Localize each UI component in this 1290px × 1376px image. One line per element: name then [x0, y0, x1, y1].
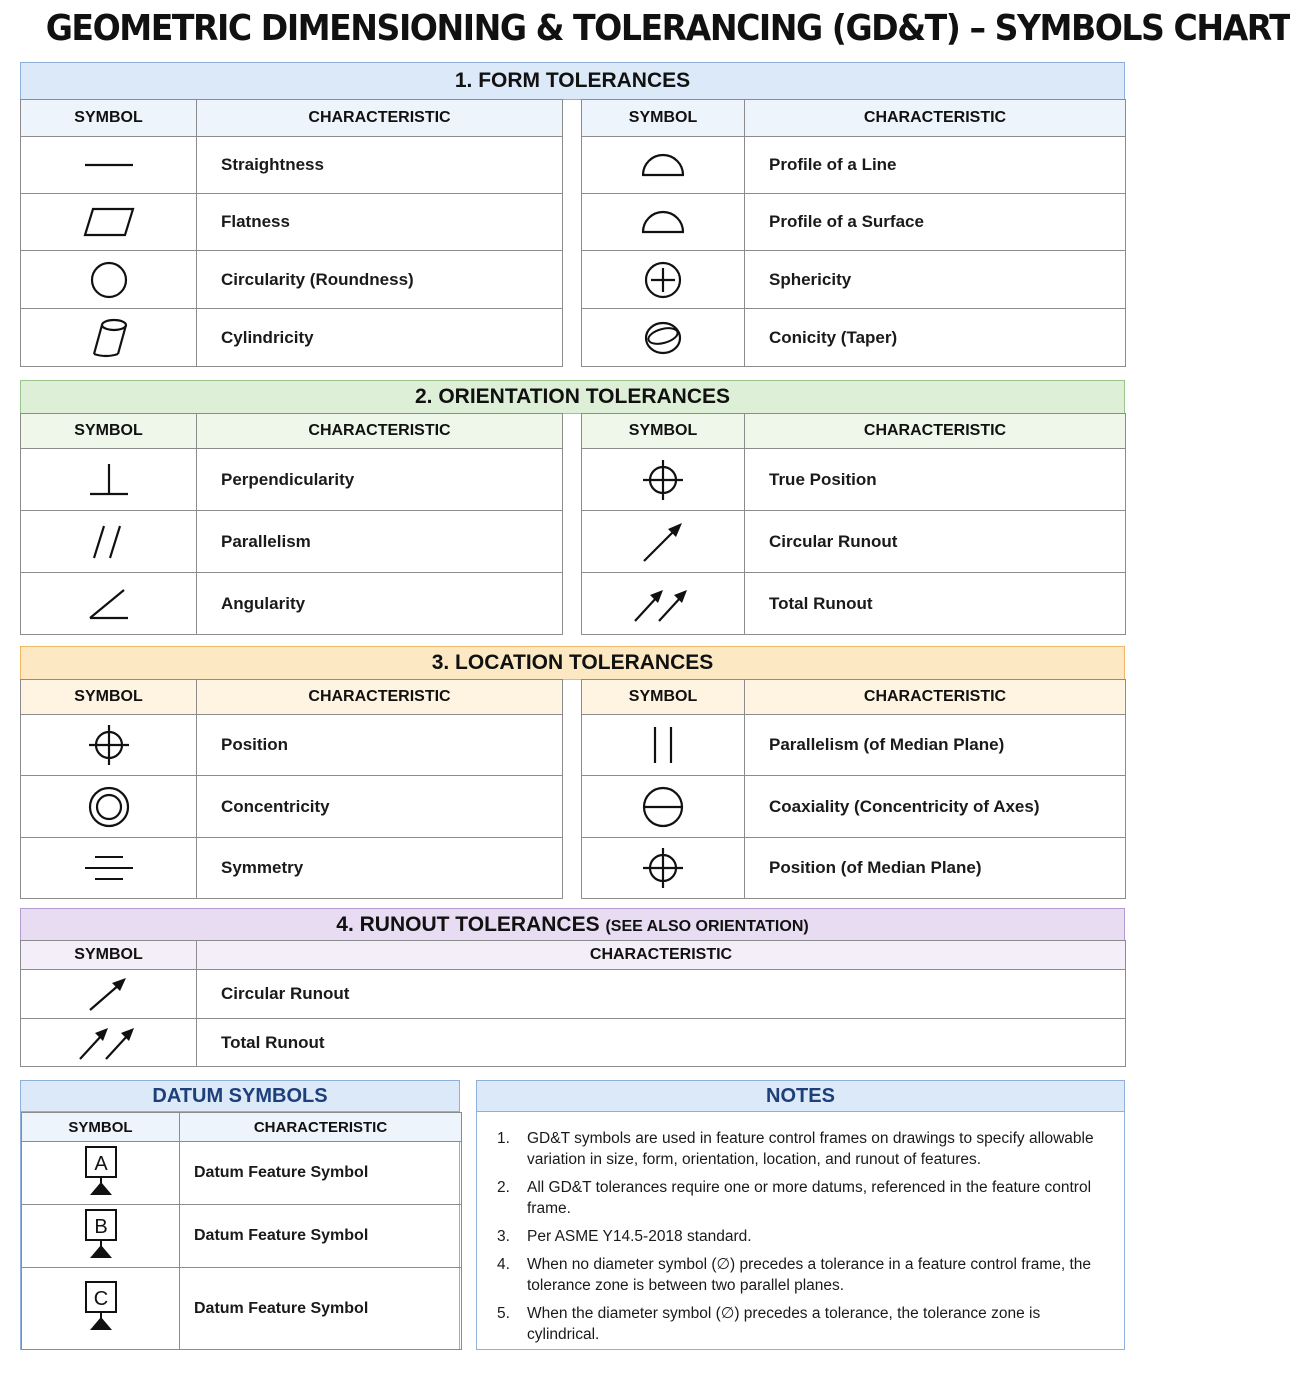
table-row [582, 137, 1126, 194]
page-title: GEOMETRIC DIMENSIONING & TOLERANCING (GD&T) – SYMBOLS CHART [45, 8, 1290, 49]
note-number: 2. [497, 1179, 510, 1196]
notes-list [477, 1112, 1124, 1345]
notes-panel [476, 1080, 1125, 1350]
table-row [21, 573, 563, 635]
characteristic-label: Concentricity [197, 776, 563, 838]
form-tolerances-heading: 1. FORM TOLERANCES [20, 62, 1125, 100]
parallel-bars-icon [643, 723, 683, 767]
characteristic-label: Symmetry [197, 838, 563, 899]
characteristic-label: Circular Runout [745, 511, 1126, 573]
characteristic-label: Coaxiality (Concentricity of Axes) [745, 776, 1126, 838]
datum-symbols-heading: DATUM SYMBOLS [21, 1081, 459, 1112]
table-row [582, 715, 1126, 776]
table-row [21, 309, 563, 367]
characteristic-label: Perpendicularity [197, 449, 563, 511]
datum-letter: B [93, 1215, 108, 1238]
note-number: 5. [497, 1305, 510, 1322]
table-row [21, 838, 563, 899]
symbol-header: SYMBOL [22, 1113, 180, 1142]
table-row [21, 251, 563, 309]
cylindricity-icon [84, 316, 134, 360]
table-row [21, 1019, 1126, 1067]
list-item [497, 1226, 1104, 1247]
table-row [21, 511, 563, 573]
characteristic-header: CHARACTERISTIC [745, 680, 1126, 715]
form-right-table [581, 99, 1126, 367]
straightness-icon [79, 150, 139, 180]
symbol-header: SYMBOL [582, 680, 745, 715]
datum-feature-icon [81, 1280, 121, 1332]
characteristic-label: Straightness [197, 137, 563, 194]
table-row [582, 194, 1126, 251]
characteristic-label: Conicity (Taper) [745, 309, 1126, 367]
profile-line-icon [638, 150, 688, 180]
datum-letter: C [93, 1288, 108, 1310]
sphericity-icon [641, 258, 685, 302]
symmetry-icon [81, 851, 137, 885]
total-runout-icon [631, 583, 695, 625]
characteristic-label: Sphericity [745, 251, 1126, 309]
characteristic-label: Datum Feature Symbol [180, 1268, 462, 1350]
table-row [582, 449, 1126, 511]
orientation-right-table [581, 413, 1126, 635]
table-row [582, 309, 1126, 367]
characteristic-header: CHARACTERISTIC [180, 1113, 462, 1142]
table-row [21, 137, 563, 194]
total-runout-icon [76, 1023, 142, 1063]
concentricity-icon [86, 784, 132, 830]
symbol-header: SYMBOL [582, 100, 745, 137]
characteristic-label: True Position [745, 449, 1126, 511]
characteristic-header: CHARACTERISTIC [197, 941, 1126, 970]
runout-tolerances-heading [20, 908, 1125, 941]
runout-heading-note: (SEE ALSO ORIENTATION) [605, 918, 809, 935]
note-text: GD&T symbols are used in feature control frames on drawings to specify allowable variation in size, form, orientation, location, and runout of features. [527, 1130, 1094, 1168]
symbol-header: SYMBOL [21, 100, 197, 137]
angularity-icon [84, 584, 134, 624]
note-number: 4. [497, 1256, 510, 1273]
note-text: Per ASME Y14.5-2018 standard. [527, 1228, 752, 1245]
characteristic-label: Profile of a Line [745, 137, 1126, 194]
characteristic-label: Parallelism [197, 511, 563, 573]
note-text: All GD&T tolerances require one or more datums, referenced in the feature control frame. [527, 1179, 1092, 1217]
characteristic-label: Total Runout [197, 1019, 1126, 1067]
location-left-table [20, 679, 563, 899]
characteristic-label: Parallelism (of Median Plane) [745, 715, 1126, 776]
list-item [497, 1128, 1104, 1170]
table-row [582, 511, 1126, 573]
table-row [22, 1268, 462, 1350]
table-row [22, 1205, 462, 1268]
symbol-header: SYMBOL [582, 414, 745, 449]
symbol-header: SYMBOL [21, 941, 197, 970]
parallelism-icon [84, 522, 134, 562]
characteristic-label: Angularity [197, 573, 563, 635]
characteristic-label: Total Runout [745, 573, 1126, 635]
datum-symbols-panel [20, 1080, 460, 1350]
flatness-icon [79, 205, 139, 239]
note-text: When the diameter symbol (∅) precedes a tolerance, the tolerance zone is cylindrical. [527, 1305, 1041, 1343]
location-right-table [581, 679, 1126, 899]
circularity-icon [87, 258, 131, 302]
notes-heading: NOTES [477, 1081, 1124, 1112]
characteristic-label: Datum Feature Symbol [180, 1205, 462, 1268]
table-row [21, 194, 563, 251]
characteristic-header: CHARACTERISTIC [197, 100, 563, 137]
true-position-icon [640, 457, 686, 503]
characteristic-header: CHARACTERISTIC [197, 680, 563, 715]
runout-table [20, 940, 1126, 1067]
table-row [21, 715, 563, 776]
location-tolerances-heading: 3. LOCATION TOLERANCES [20, 646, 1125, 680]
coaxiality-icon [640, 784, 686, 830]
table-row [21, 776, 563, 838]
table-row [582, 573, 1126, 635]
characteristic-header: CHARACTERISTIC [197, 414, 563, 449]
runout-heading-text: 4. RUNOUT TOLERANCES [336, 913, 600, 936]
datum-table [21, 1112, 462, 1350]
table-row [582, 776, 1126, 838]
list-item [497, 1303, 1104, 1345]
characteristic-header: CHARACTERISTIC [745, 100, 1126, 137]
characteristic-label: Circular Runout [197, 970, 1126, 1019]
conicity-icon [641, 316, 685, 360]
list-item [497, 1254, 1104, 1296]
characteristic-label: Position (of Median Plane) [745, 838, 1126, 899]
circular-runout-icon [86, 974, 132, 1014]
characteristic-label: Position [197, 715, 563, 776]
form-left-table [20, 99, 563, 367]
profile-surface-icon [638, 207, 688, 237]
symbol-header: SYMBOL [21, 680, 197, 715]
orientation-tolerances-heading: 2. ORIENTATION TOLERANCES [20, 380, 1125, 414]
orientation-left-table [20, 413, 563, 635]
circular-runout-icon [638, 519, 688, 565]
note-number: 3. [497, 1228, 510, 1245]
note-text: When no diameter symbol (∅) precedes a tolerance in a feature control frame, the tolerance zone is between two parallel planes. [527, 1256, 1092, 1294]
characteristic-label: Cylindricity [197, 309, 563, 367]
table-row [21, 970, 1126, 1019]
table-row [22, 1142, 462, 1205]
note-number: 1. [497, 1130, 510, 1147]
datum-letter: A [93, 1152, 108, 1175]
datum-feature-icon [81, 1145, 121, 1197]
position-icon [86, 722, 132, 768]
characteristic-label: Flatness [197, 194, 563, 251]
datum-feature-icon [81, 1208, 121, 1260]
characteristic-label: Datum Feature Symbol [180, 1142, 462, 1205]
list-item [497, 1177, 1104, 1219]
table-row [582, 838, 1126, 899]
table-row [21, 449, 563, 511]
table-row [582, 251, 1126, 309]
symbol-header: SYMBOL [21, 414, 197, 449]
characteristic-label: Profile of a Surface [745, 194, 1126, 251]
perpendicularity-icon [84, 460, 134, 500]
characteristic-label: Circularity (Roundness) [197, 251, 563, 309]
position-median-icon [640, 845, 686, 891]
characteristic-header: CHARACTERISTIC [745, 414, 1126, 449]
